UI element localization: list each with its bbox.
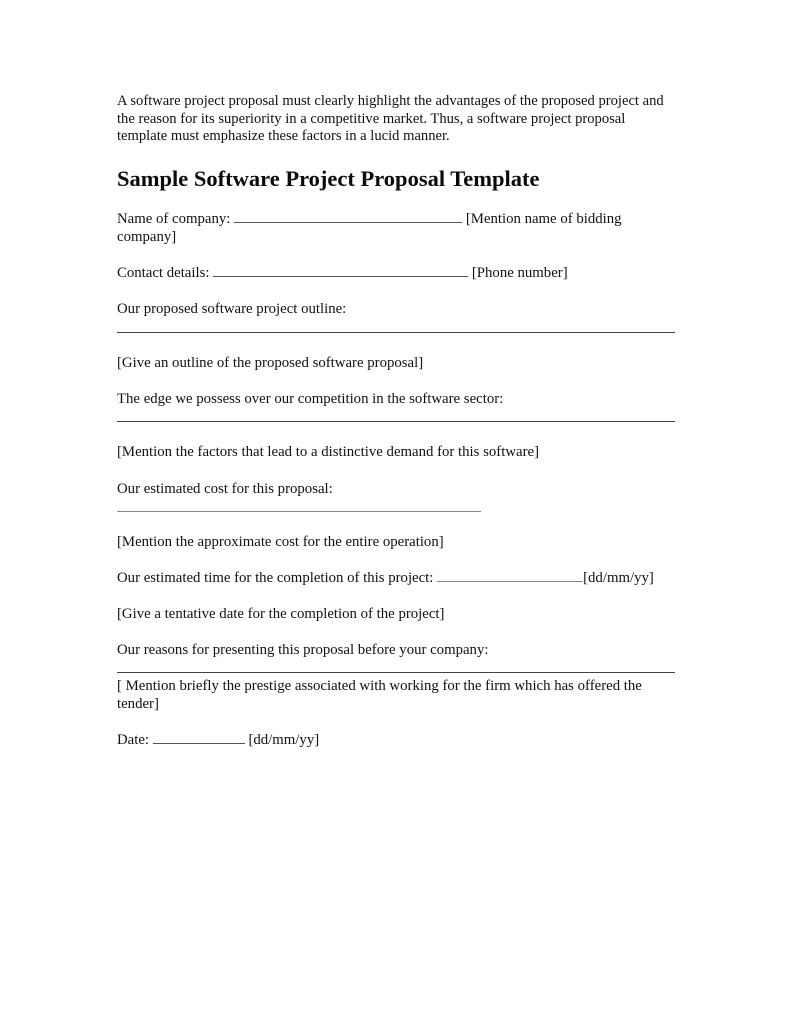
contact-blank[interactable] [213, 264, 468, 277]
time-field [117, 569, 654, 587]
outline-hint: [Give an outline of the proposed software proposal] [117, 355, 424, 371]
date-format: [dd/mm/yy] [248, 732, 320, 748]
time-hint: [Give a tentative date for the completion of the project] [117, 606, 445, 622]
company-name-blank[interactable] [234, 210, 462, 223]
reasons-label: Our reasons for presenting this proposal before your company: [117, 642, 489, 658]
time-label: Our estimated time for the completion of this project: [117, 570, 434, 586]
cost-blank-line[interactable] [117, 511, 481, 512]
document-title: Sample Software Project Proposal Template [117, 166, 540, 191]
company-name-hint: [Mention name of bidding [465, 211, 622, 227]
edge-hint: [Mention the factors that lead to a distinctive demand for this software] [117, 444, 539, 460]
company-name-hint-continued: company] [117, 229, 177, 245]
document-page [117, 93, 677, 748]
edge-blank-line[interactable] [117, 421, 675, 422]
contact-hint: [Phone number] [471, 265, 568, 281]
reasons-hint: [ Mention briefly the prestige associated with working for the firm which has offered the tender] [117, 678, 642, 712]
contact-label: Contact details: [117, 265, 210, 281]
cost-hint: [Mention the approximate cost for the entire operation] [117, 534, 444, 550]
outline-label: Our proposed software project outline: [117, 301, 347, 317]
contact-field [117, 264, 568, 282]
time-format: [dd/mm/yy] [583, 570, 654, 586]
intro-paragraph: A software project proposal must clearly highlight the advantages of the proposed project and the reason for its superiority in a competitive market. Thus, a software project proposal template must emphasize these factors in a lucid manner. [117, 93, 664, 144]
date-field [117, 731, 319, 749]
reasons-blank-line[interactable] [117, 672, 675, 673]
company-name-field [117, 210, 622, 228]
date-blank[interactable] [153, 731, 245, 744]
outline-blank-line[interactable] [117, 332, 675, 333]
edge-label: The edge we possess over our competition in the software sector: [117, 391, 504, 407]
date-label: Date: [117, 732, 150, 748]
time-blank[interactable] [437, 569, 583, 582]
cost-label: Our estimated cost for this proposal: [117, 481, 333, 497]
company-name-label: Name of company: [117, 211, 231, 227]
